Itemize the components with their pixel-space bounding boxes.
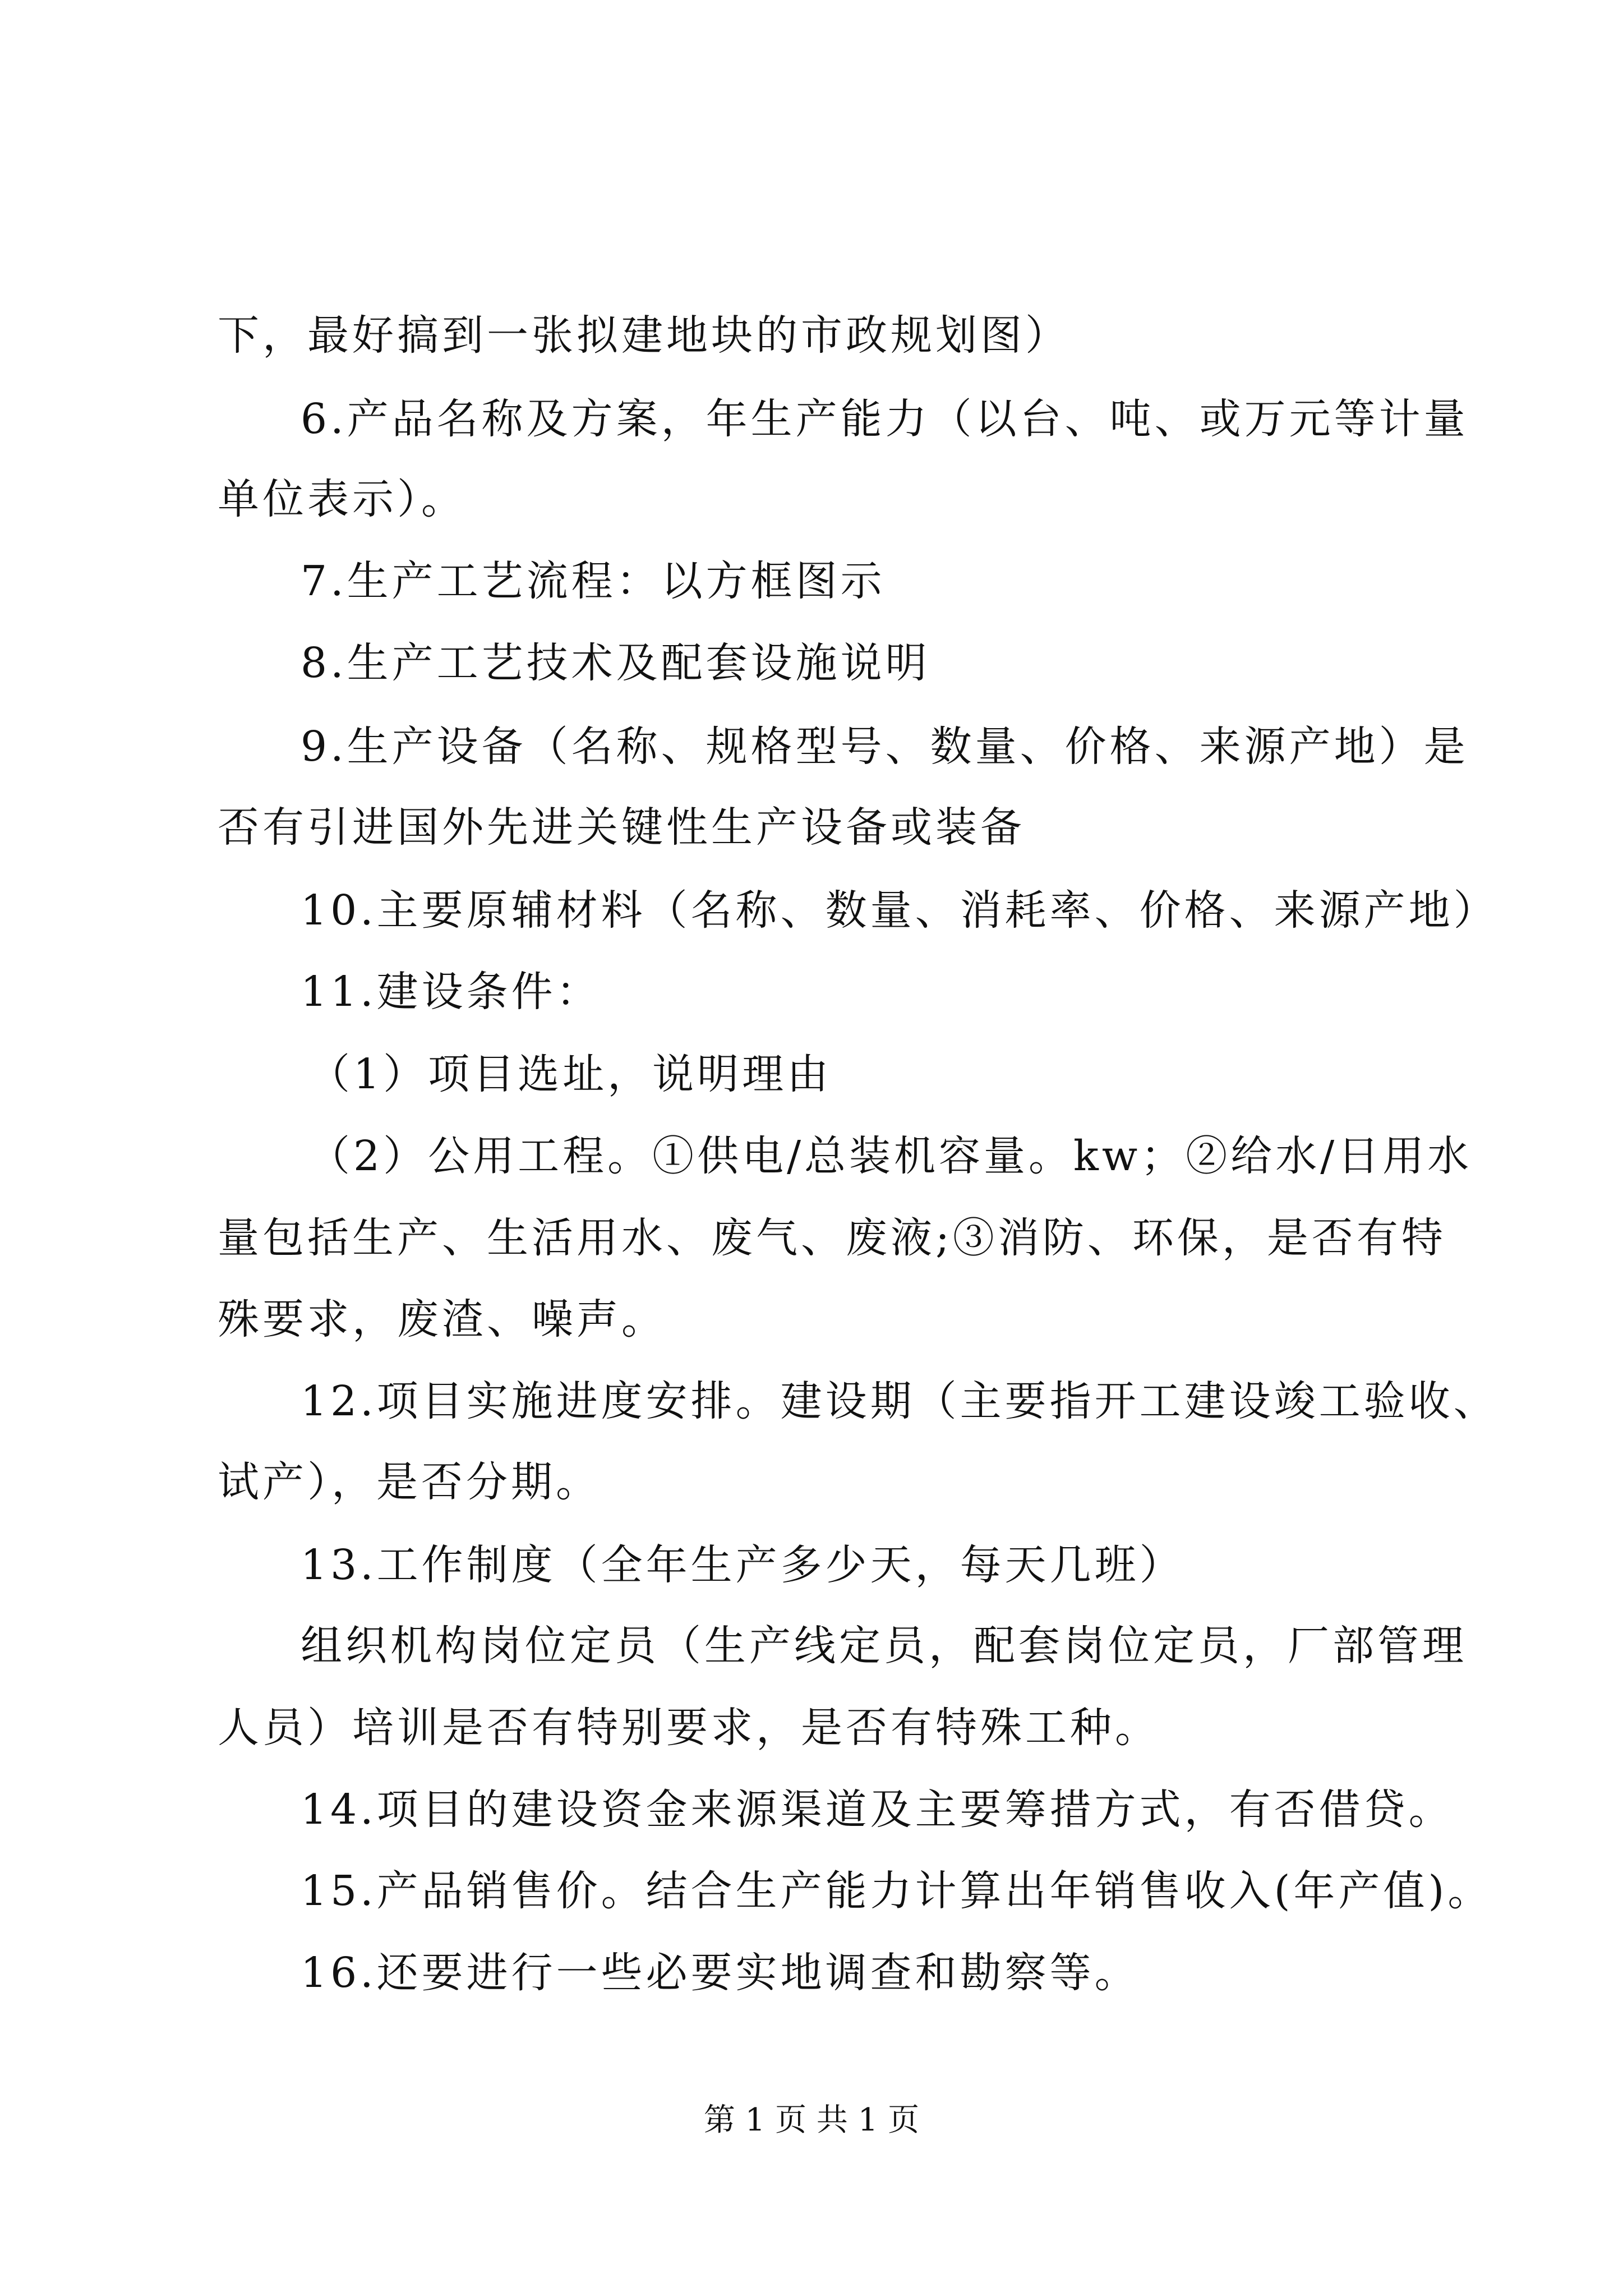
text-line: 13.工作制度（全年生产多少天，每天几班） bbox=[301, 1541, 1184, 1589]
text-line: 15.产品销售价。结合生产能力计算出年销售收入(年产值)。 bbox=[301, 1867, 1493, 1915]
text-line: 7.生产工艺流程：以方框图示 bbox=[301, 557, 886, 605]
text-line: 组织机构岗位定员（生产线定员，配套岗位定员，厂部管理 bbox=[301, 1622, 1467, 1670]
text-line: （1）项目选址，说明理由 bbox=[308, 1050, 832, 1098]
text-line: 下，最好搞到一张拟建地块的市政规划图） bbox=[218, 311, 1070, 360]
page-footer: 第 1 页 共 1 页 bbox=[703, 2102, 920, 2138]
text-line: 量包括生产、生活用水、废气、废液;③消防、环保，是否有特 bbox=[218, 1214, 1446, 1262]
text-line: 单位表示）。 bbox=[218, 475, 466, 523]
text-line: 人员）培训是否有特别要求，是否有特殊工种。 bbox=[218, 1704, 1160, 1752]
text-line: 14.项目的建设资金来源渠道及主要筹措方式，有否借贷。 bbox=[301, 1786, 1454, 1834]
text-line: 11.建设条件： bbox=[301, 968, 601, 1016]
text-line: 否有引进国外先进关键性生产设备或装备 bbox=[218, 803, 1025, 852]
text-line: 16.还要进行一些必要实地调查和勘察等。 bbox=[301, 1949, 1140, 1997]
text-line: （2）公用工程。①供电/总装机容量。kw；②给水/日用水 bbox=[308, 1132, 1473, 1180]
text-line: 12.项目实施进度安排。建设期（主要指开工建设竣工验收、 bbox=[301, 1377, 1498, 1425]
text-line: 10.主要原辅材料（名称、数量、消耗率、价格、来源产地） bbox=[301, 886, 1498, 935]
text-line: 殊要求，废渣、噪声。 bbox=[218, 1295, 666, 1343]
text-line: 8.生产工艺技术及配套设施说明 bbox=[301, 639, 930, 687]
text-line: 9.生产设备（名称、规格型号、数量、价格、来源产地）是 bbox=[301, 723, 1469, 771]
text-line: 试产），是否分期。 bbox=[218, 1458, 601, 1506]
text-line: 6.产品名称及方案，年生产能力（以台、吨、或万元等计量 bbox=[301, 395, 1469, 443]
